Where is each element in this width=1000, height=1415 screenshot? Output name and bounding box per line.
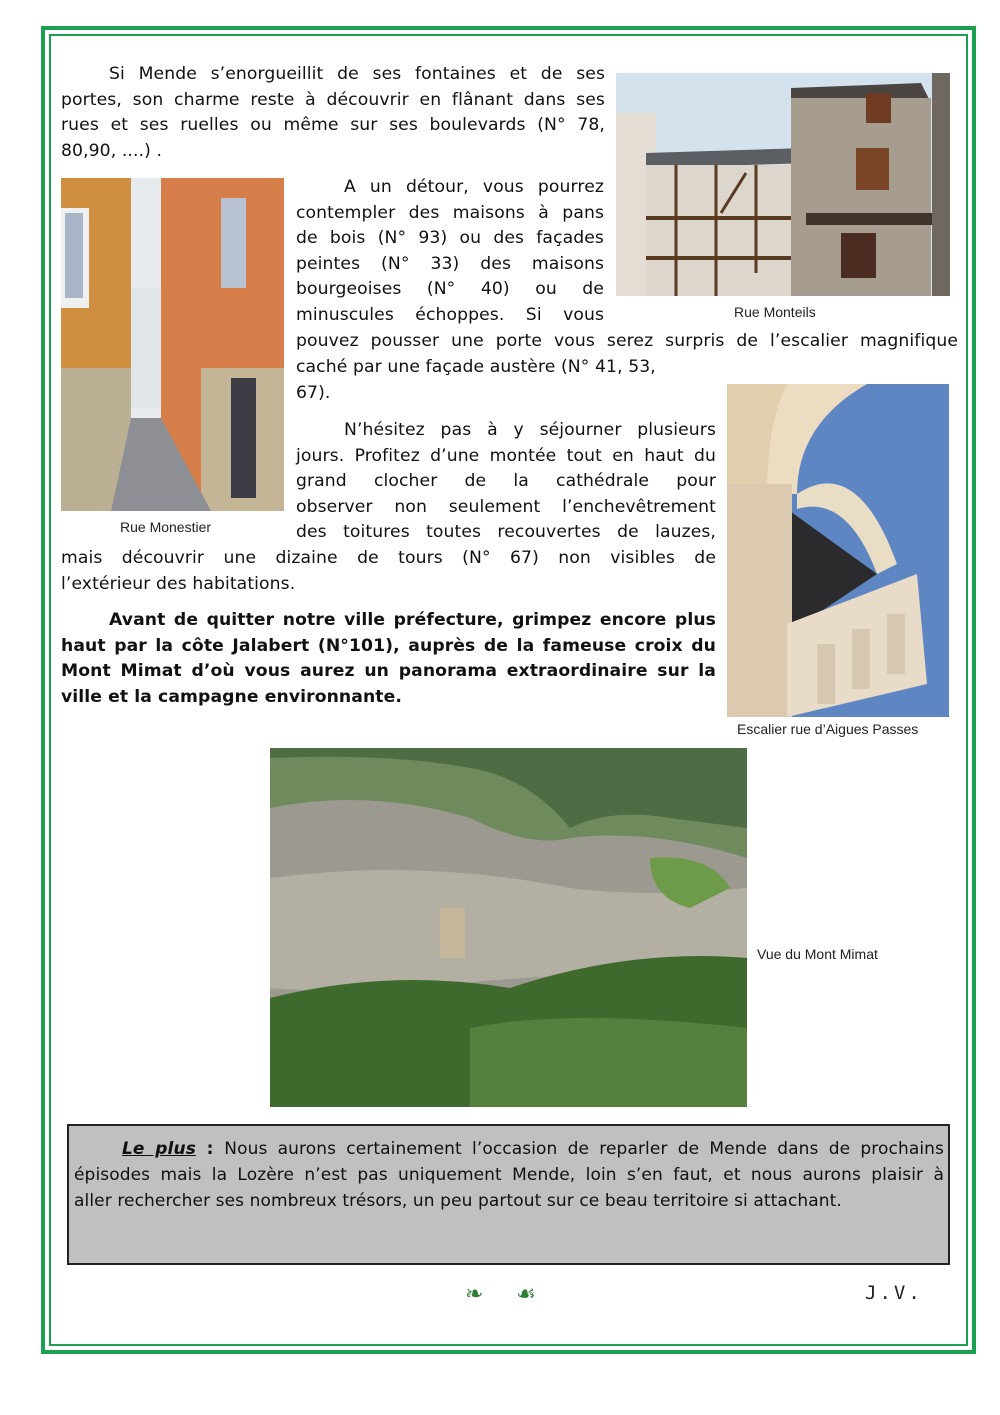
- half-timbered-houses-illustration: [616, 73, 950, 296]
- le-plus-box: [67, 1124, 950, 1265]
- text-line: observer non seulement l’enchevêtrement: [296, 496, 716, 517]
- text-line: [74, 1136, 944, 1162]
- text-line: contempler des maisons à pans: [296, 202, 604, 223]
- text-line: Si Mende s’enorgueillit de ses fontaines et de ses: [109, 64, 605, 84]
- narrow-street-illustration: [61, 178, 284, 511]
- text-line: ville et la campagne environnante.: [61, 686, 403, 707]
- photo-escalier-aigues-passes: [727, 384, 949, 717]
- caption-mont-mimat: Vue du Mont Mimat: [757, 946, 878, 962]
- text-line: Mont Mimat d’où vous aurez un panorama extraordinaire sur la: [61, 661, 716, 682]
- text-line: minuscules échoppes. Si vous: [296, 304, 604, 325]
- text-line: jours. Profitez d’une montée tout en haut du: [296, 445, 716, 466]
- photo-vue-mont-mimat: [270, 748, 747, 1107]
- text-line: des toitures toutes recouvertes de lauzes,: [296, 522, 716, 543]
- aerial-town-view-illustration: [270, 748, 747, 1107]
- le-plus-label: Le plus: [122, 1139, 196, 1159]
- text-line: rues et ses ruelles ou même sur ses boulevards (N° 78,: [61, 115, 605, 136]
- photo-rue-monteils: [616, 73, 950, 296]
- text-line: l’extérieur des habitations.: [61, 573, 296, 594]
- text-line: épisodes mais la Lozère n’est pas uniquement Mende, loin s’en faut, et nous aurons plaisir à: [74, 1165, 944, 1185]
- text-line: N’hésitez pas à y séjourner plusieurs: [344, 420, 716, 440]
- text-fragment: Nous aurons certainement l’occasion de reparler de Mende dans de prochains: [224, 1139, 944, 1159]
- text-line: A un détour, vous pourrez: [344, 177, 604, 197]
- ornament-right-icon: ☙: [516, 1282, 536, 1307]
- text-line: mais découvrir une dizaine de tours (N° 67) non visibles de: [61, 548, 716, 568]
- caption-rue-monestier: Rue Monestier: [120, 519, 212, 535]
- paragraph-intro: [61, 62, 605, 164]
- text-line: Avant de quitter notre ville préfecture, grimpez encore plus: [109, 610, 716, 630]
- paragraph-mont-mimat: [61, 608, 716, 710]
- text-line: haut par la côte Jalabert (N°101), auprès de la fameuse croix du: [61, 635, 716, 656]
- text-line: caché par une façade austère (N° 41, 53,: [296, 357, 656, 377]
- paragraph-cathedral: [296, 418, 716, 546]
- paragraph-houses-continued: [296, 329, 958, 355]
- text-line: aller rechercher ses nombreux trésors, un peu partout sur ce beau territoire si attachant.: [74, 1191, 842, 1211]
- staircase-illustration: [727, 384, 949, 717]
- paragraph-houses: [296, 175, 604, 329]
- signature: J.V.: [865, 1282, 923, 1304]
- caption-rue-monteils: Rue Monteils: [734, 304, 816, 320]
- paragraph-houses-end: [296, 355, 716, 406]
- ornament-left-icon: ❧: [465, 1282, 484, 1307]
- text-line: portes, son charme reste à découvrir en flânant dans ses: [61, 89, 605, 110]
- text-line: peintes (N° 33) des maisons: [296, 253, 604, 274]
- photo-rue-monestier: [61, 178, 284, 511]
- text-line: 67).: [296, 382, 331, 403]
- text-line: bourgeoises (N° 40) ou de: [296, 279, 604, 300]
- text-line: de bois (N° 93) ou des façades: [296, 228, 604, 249]
- caption-escalier: Escalier rue d’Aigues Passes: [737, 721, 919, 737]
- paragraph-cathedral-continued: [61, 546, 716, 597]
- le-plus-separator: :: [195, 1139, 225, 1159]
- text-line: 80,90, ....) .: [61, 140, 163, 161]
- text-line: grand clocher de la cathédrale pour: [296, 471, 716, 492]
- le-plus-text: [74, 1136, 944, 1214]
- text-line: pouvez pousser une porte vous serez surpris de l’escalier magnifique: [296, 331, 958, 351]
